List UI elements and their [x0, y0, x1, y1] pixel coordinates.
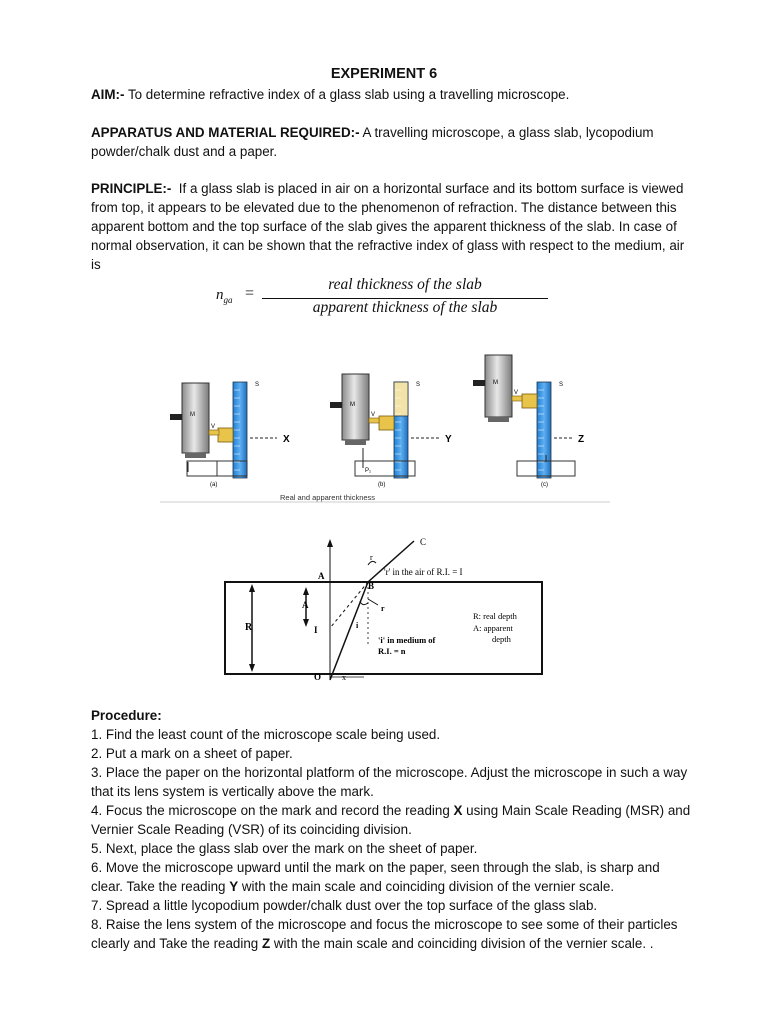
legend-real-depth: R: real depth [473, 611, 517, 621]
reading-x: X [283, 434, 290, 445]
step-4-text: 4. Focus the microscope on the mark and record the reading [91, 803, 454, 818]
step-6-text: 6. Move the microscope upward until the mark on the paper, seen through the slab, is sharp and clear. Take the reading [91, 860, 660, 894]
microscope-readings-figure [155, 350, 615, 505]
microscope-tube-a [182, 383, 209, 453]
aim-text: To determine refractive index of a glass slab using a travelling microscope. [124, 87, 570, 102]
legend-apparent-2: depth [492, 634, 511, 644]
microscope-tube-c [485, 355, 512, 417]
step-4-text-end: using Main Scale Reading (MSR) and Vernier Scale Reading (VSR) of its coinciding division. [91, 803, 691, 837]
step-6-text-end: with the main scale and coinciding division of the vernier scale. [238, 879, 615, 894]
step-5-text: 5. Next, place the glass slab over the mark on the sheet of paper. [91, 841, 478, 856]
formula-numerator: real thickness of the slab [328, 276, 482, 293]
aim-paragraph [91, 85, 691, 104]
procedure-step-4 [91, 801, 691, 839]
real-apparent-depth-diagram [218, 535, 553, 685]
formula-n: n [216, 287, 224, 303]
legend-apparent-1: A: apparent [473, 623, 513, 633]
panel-c [473, 355, 584, 488]
tag-c: (c) [541, 482, 548, 488]
step-2-text: 2. Put a mark on a sheet of paper. [91, 746, 293, 761]
tag-b: (b) [378, 482, 386, 488]
step-3-text: 3. Place the paper on the horizontal platform of the microscope. Adjust the microscope in such a way that its lens system is vertically above the mark. [91, 765, 688, 799]
step-4-reading: X [453, 803, 463, 818]
procedure-step-8 [91, 915, 691, 953]
vernier-arm-a [209, 430, 219, 435]
mark-p1: P₁ [365, 468, 372, 474]
label-i-point: I [314, 625, 318, 635]
step-7-text: 7. Spread a little lycopodium powder/chalk dust over the top surface of the glass slab. [91, 898, 598, 913]
label-o: O [314, 672, 322, 682]
virtual-ray [330, 582, 368, 628]
real-depth-arrowhead-bottom [249, 664, 255, 672]
medium-note-1: 'i' in medium of [378, 635, 436, 645]
figure1-caption: Real and apparent thickness [280, 493, 376, 502]
label-r-angle: r [381, 604, 385, 613]
real-depth-arrowhead-top [249, 584, 255, 592]
step-1-text: 1. Find the least count of the microscope scale being used. [91, 727, 441, 742]
label-s-c: S [559, 382, 564, 388]
step-8-reading: Z [261, 936, 271, 951]
label-m-c: M [493, 380, 498, 386]
page-title: EXPERIMENT 6 [330, 66, 438, 82]
label-s-b: S [416, 382, 421, 388]
objective-a [185, 453, 206, 458]
formula-lhs [216, 287, 233, 305]
vernier-a [218, 428, 233, 442]
vernier-c [522, 394, 537, 408]
objective-b [345, 440, 366, 445]
microscope-tube-b [342, 374, 369, 440]
knob-b [330, 402, 342, 408]
principle-label: PRINCIPLE:- [91, 181, 172, 196]
formula-denominator: apparent thickness of the slab [312, 299, 498, 316]
panel-a [170, 382, 290, 488]
label-big-a: A [302, 600, 309, 610]
principle-paragraph [91, 179, 691, 274]
apparatus-text: A travelling microscope, a glass slab, lycopodium powder/chalk dust and a paper. [91, 125, 654, 159]
procedure-section [91, 706, 691, 953]
label-a-surface: A [318, 571, 325, 581]
air-note: 'r' in the air of R.I. = I [384, 567, 463, 577]
medium-note-2: R.I. = n [378, 646, 406, 656]
apparatus-paragraph [91, 123, 691, 161]
label-i-angle: i [356, 621, 359, 630]
vernier-b [379, 416, 394, 430]
step-8-text: 8. Raise the lens system of the microscope and focus the microscope to see some of their particles clearly and Take the reading [91, 917, 678, 951]
label-v-c: V [514, 390, 519, 396]
reading-y: Y [445, 434, 452, 445]
procedure-step-5 [91, 839, 691, 858]
formula-subscript: ga [223, 295, 233, 305]
tag-a: (a) [210, 482, 218, 488]
refractive-index-formula [214, 276, 554, 320]
apparent-depth-arrowhead-top [303, 587, 309, 595]
principle-text: If a glass slab is placed in air on a horizontal surface and its bottom surface is viewed from top, it appears to be elevated due to the phenomenon of refraction. The distance between this apparent bottom and the top surface of the slab gives the apparent thickness of the slab. In case of normal observation, it can be shown that the refractive index of glass with respect to the medium, air is [91, 181, 688, 272]
procedure-step-6 [91, 858, 691, 896]
label-b: B [368, 581, 375, 591]
apparent-depth-arrowhead-bottom [303, 619, 309, 627]
step-6-reading: Y [229, 879, 239, 894]
label-c: C [420, 537, 427, 547]
label-m-b: M [350, 402, 355, 408]
step-8-text-end: with the main scale and coinciding division of the vernier scale. . [270, 936, 654, 951]
procedure-step-2 [91, 744, 691, 763]
procedure-heading: Procedure: [91, 708, 162, 723]
vernier-arm-b [369, 418, 379, 423]
label-v-a: V [211, 424, 216, 430]
label-r-top: r [370, 553, 373, 562]
scale-upper-b [394, 382, 408, 416]
objective-c [488, 417, 509, 422]
apparatus-label: APPARATUS AND MATERIAL REQUIRED:- [91, 125, 360, 140]
refracted-ray-glass [330, 582, 368, 680]
label-v-b: V [371, 412, 376, 418]
vernier-arm-c [512, 396, 522, 401]
knob-a [170, 414, 182, 420]
procedure-step-3 [91, 763, 691, 801]
label-s-a: S [255, 382, 260, 388]
reading-z: Z [578, 434, 585, 445]
panel-b [330, 374, 452, 488]
procedure-step-7 [91, 896, 691, 915]
label-m-a: M [190, 412, 195, 418]
label-big-r: R [245, 622, 253, 633]
aim-label: AIM:- [91, 87, 125, 102]
procedure-step-1 [91, 725, 691, 744]
angle-r-pointer [368, 599, 378, 605]
normal-arrowhead [327, 539, 333, 547]
knob-c [473, 380, 485, 386]
label-x: x [342, 673, 346, 682]
formula-equals: = [245, 285, 255, 302]
